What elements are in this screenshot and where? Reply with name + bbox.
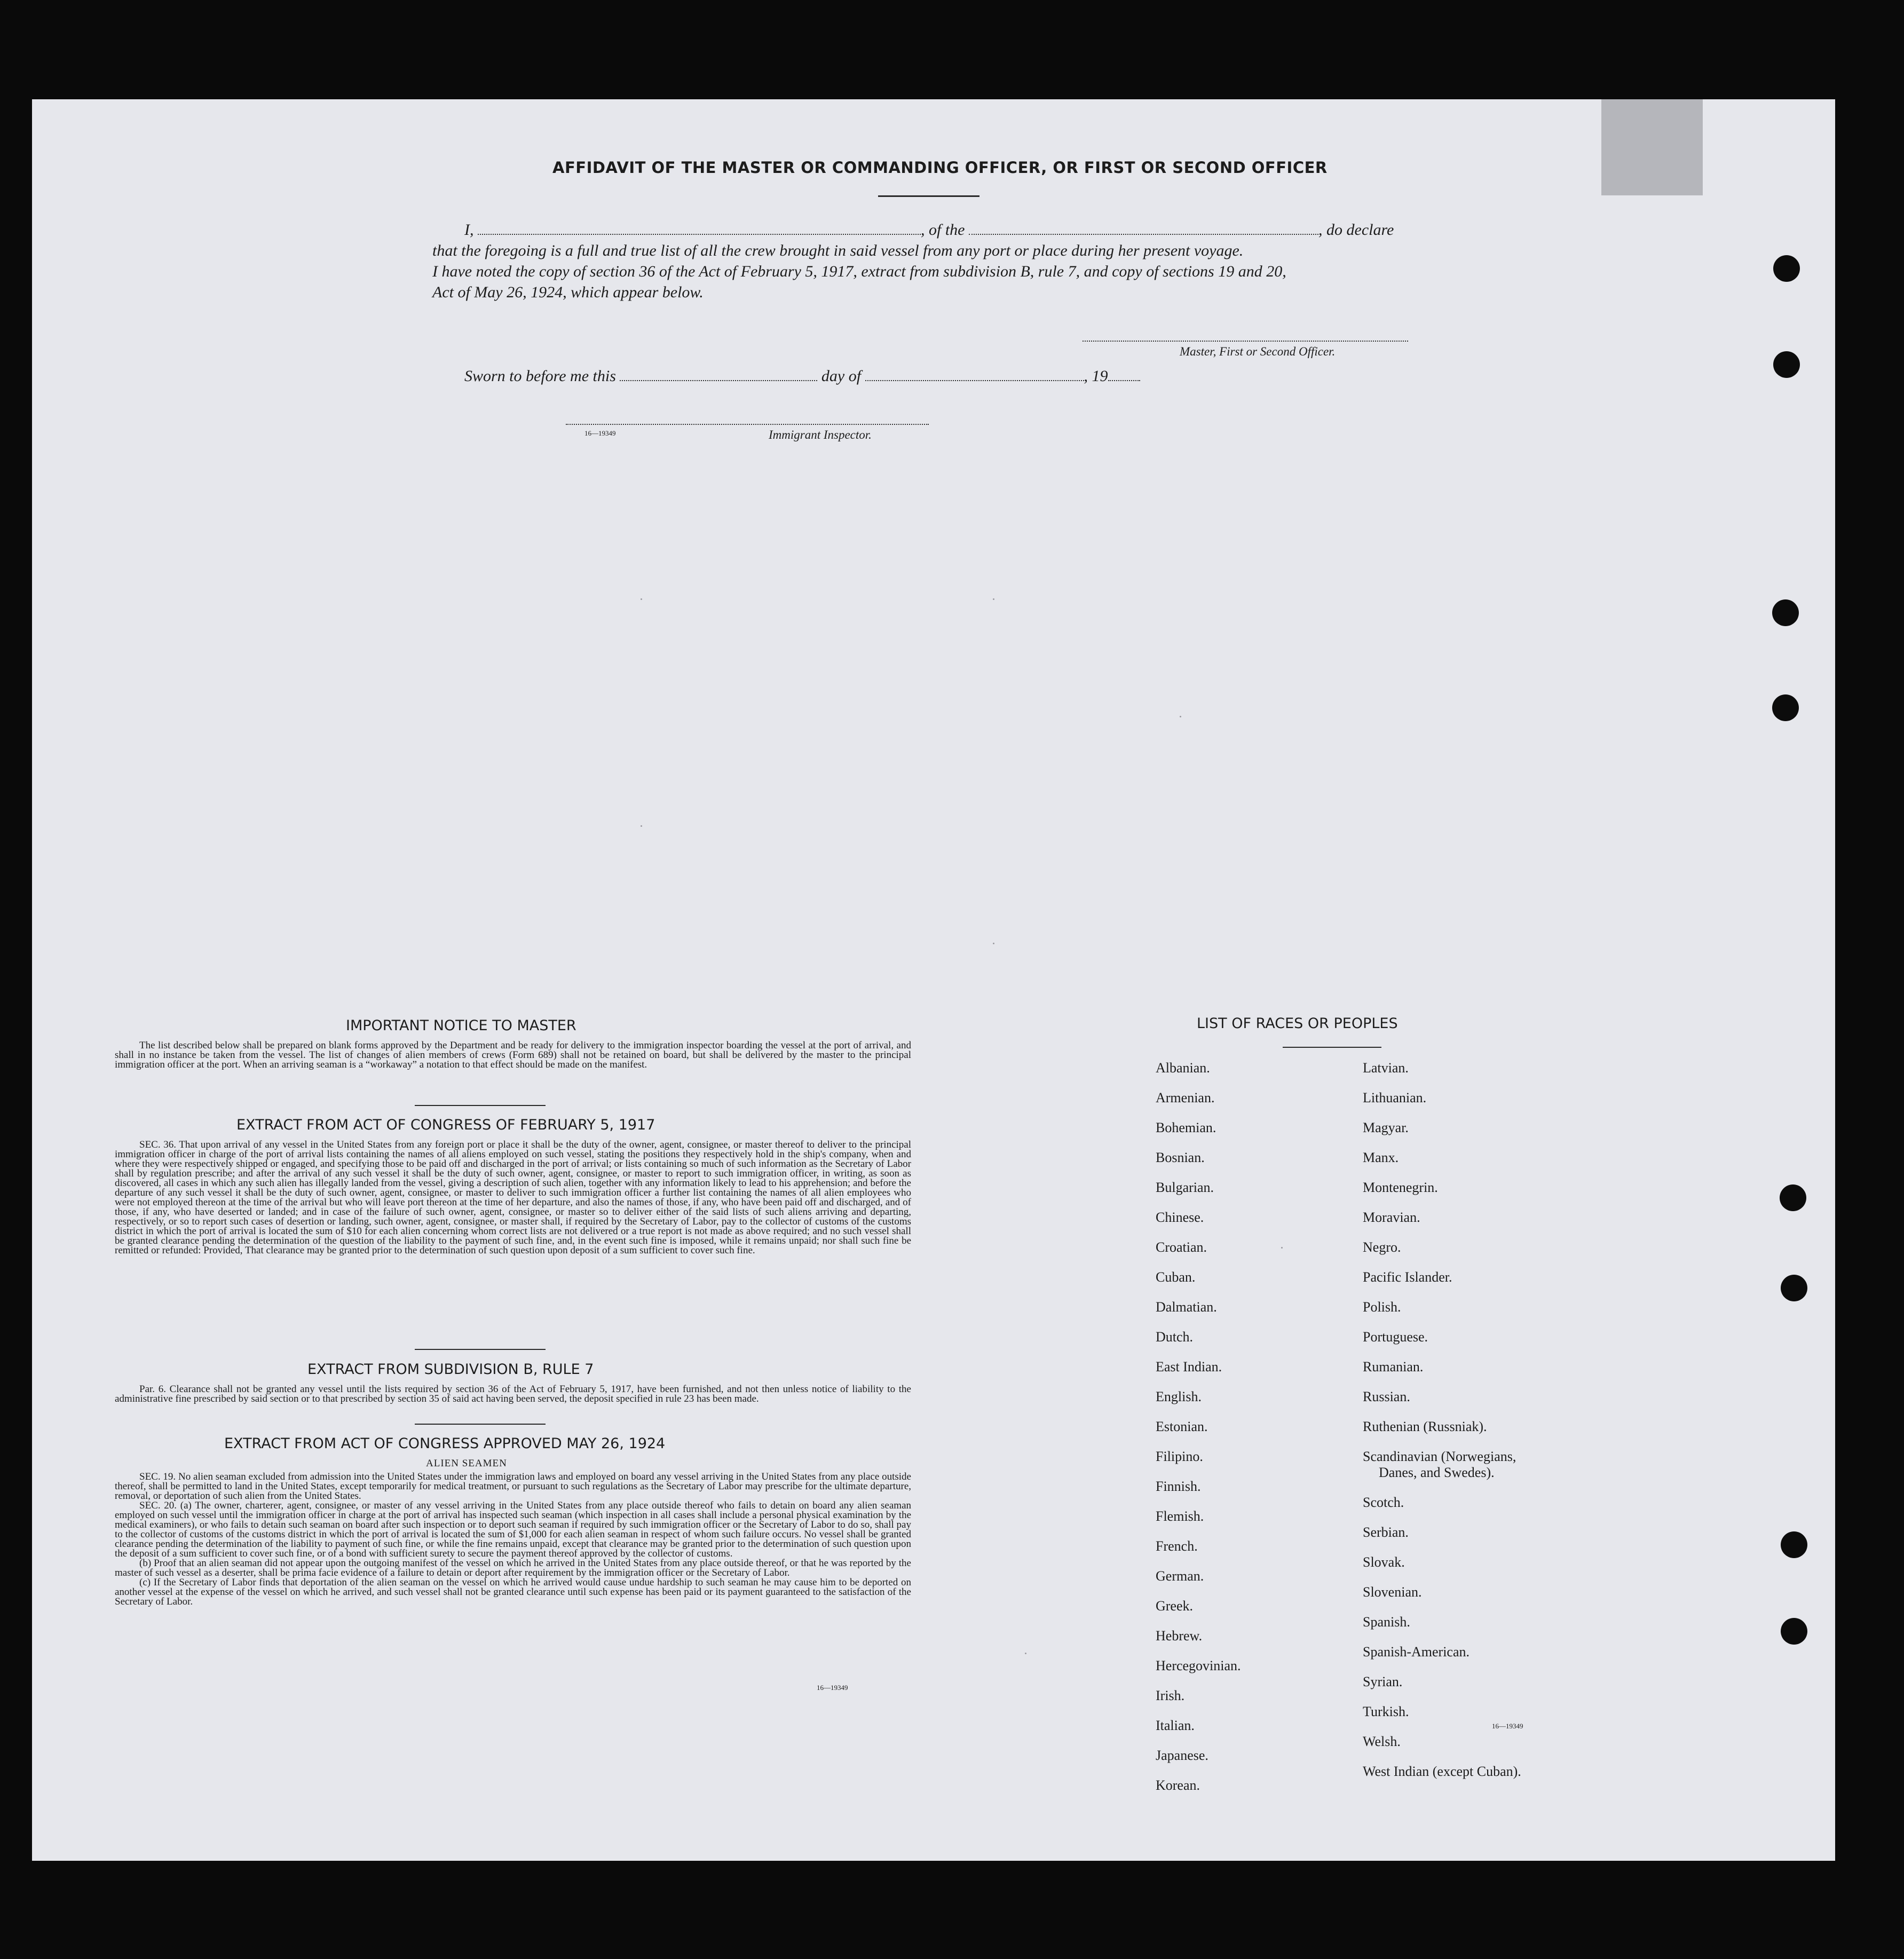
form-number-left: 16—19349	[817, 1684, 848, 1692]
affidavit-line-3: I have noted the copy of section 36 of the Act of February 5, 1917, extract from subdivision B, rule 7, and copy of sections 19 and 20,	[432, 263, 1286, 280]
extract-1917-title: EXTRACT FROM ACT OF CONGRESS OF FEBRUARY 5, 1917	[236, 1117, 655, 1133]
extract-1924-text	[115, 1472, 911, 1607]
race-item: Latvian.	[1363, 1060, 1409, 1076]
race-item: Dalmatian.	[1156, 1299, 1217, 1315]
race-item: Bulgarian.	[1156, 1180, 1214, 1195]
sec-20b-paragraph: (b) Proof that an alien seaman did not appear upon the outgoing manifest of the vessel on which he arrived in the United States from any place outside thereof, or that he was reported by the master of such vessel as a deserter, shall be prima facie evidence of a failure to detain or deport after requirement by the immigration officer or the Secretary of Labor.	[115, 1558, 911, 1578]
race-item: Ruthenian (Russniak).	[1363, 1419, 1487, 1434]
race-item: English.	[1156, 1389, 1202, 1404]
race-item: Hebrew.	[1156, 1628, 1203, 1644]
punch-hole	[1780, 1184, 1806, 1211]
race-item: Bosnian.	[1156, 1150, 1205, 1165]
punch-hole	[1781, 1531, 1807, 1558]
notice-title: IMPORTANT NOTICE TO MASTER	[346, 1017, 576, 1034]
race-item: Rumanian.	[1363, 1359, 1424, 1375]
race-item: Welsh.	[1363, 1734, 1401, 1749]
race-item: Slovenian.	[1363, 1584, 1422, 1600]
scan-speck	[641, 825, 642, 827]
sworn-line	[464, 367, 1140, 385]
inspector-label: Immigrant Inspector.	[769, 428, 872, 441]
race-item: Scotch.	[1363, 1495, 1404, 1510]
race-item: Negro.	[1363, 1239, 1401, 1255]
race-item: Armenian.	[1156, 1090, 1215, 1105]
race-item: Montenegrin.	[1363, 1180, 1438, 1195]
race-item: Greek.	[1156, 1598, 1194, 1614]
alien-seamen-subtitle: ALIEN SEAMEN	[426, 1458, 507, 1469]
race-item: Turkish.	[1363, 1704, 1409, 1719]
rule	[415, 1105, 546, 1106]
sworn-year-blank[interactable]	[1108, 380, 1140, 381]
race-item: Danes, and Swedes).	[1379, 1465, 1495, 1480]
race-item: French.	[1156, 1538, 1198, 1554]
affidavit-l1-start: I,	[464, 221, 474, 239]
extract-rule7-text	[115, 1385, 911, 1404]
extract-1924-title: EXTRACT FROM ACT OF CONGRESS APPROVED MAY 26, 1924	[224, 1435, 666, 1452]
rule	[415, 1424, 546, 1425]
race-item: Scandinavian (Norwegians,	[1363, 1449, 1516, 1464]
race-item: Pacific Islander.	[1363, 1269, 1452, 1285]
sworn-year-label: , 19	[1084, 367, 1108, 385]
rule	[1283, 1047, 1381, 1048]
affidavit-l1-mid: , of the	[921, 221, 965, 239]
scan-speck	[1025, 1653, 1026, 1654]
race-item: Filipino.	[1156, 1449, 1203, 1464]
punch-hole	[1773, 255, 1800, 282]
race-item: Syrian.	[1363, 1674, 1403, 1689]
scan-speck	[993, 598, 994, 600]
punch-hole	[1772, 694, 1799, 721]
affidavit-line-1	[464, 221, 1394, 239]
race-item: Magyar.	[1363, 1120, 1409, 1135]
scan-speck	[993, 943, 994, 944]
race-item: Flemish.	[1156, 1508, 1204, 1524]
rule	[415, 1349, 546, 1350]
vessel-blank[interactable]	[969, 233, 1318, 235]
notice-text	[115, 1041, 911, 1070]
notice-paragraph: The list described below shall be prepared on blank forms approved by the Department and be ready for delivery to the immigration inspector boarding the vessel at the port of arrival, and shall in no instance be taken from the vessel. The list of changes of alien members of crews (Form 689) shall not be retained on board, but shall be delivered by the master to the principal immigration officer at the port. When an arriving seaman is a “workaway” a notation to that effect should be made on the manifest.	[115, 1040, 911, 1070]
affidavit-title: AFFIDAVIT OF THE MASTER OR COMMANDING OFFICER, OR FIRST OR SECOND OFFICER	[552, 159, 1328, 177]
extract-rule7-title: EXTRACT FROM SUBDIVISION B, RULE 7	[307, 1361, 594, 1378]
sworn-start: Sworn to before me this	[464, 367, 616, 385]
race-item: Korean.	[1156, 1778, 1200, 1793]
affidavit-l1-end: , do declare	[1318, 221, 1394, 239]
race-item: Moravian.	[1363, 1210, 1420, 1225]
punch-hole	[1773, 351, 1800, 378]
race-item: Manx.	[1363, 1150, 1399, 1165]
extract-1917-text	[115, 1140, 911, 1255]
sec-20a-paragraph: SEC. 20. (a) The owner, charterer, agent, consignee, or master of any vessel arriving in the United States from any place outside thereof who fails to detain on board any alien seaman employed on such vessel until the immigration officer in charge at the port of arrival has inspected such seaman (which inspection in all cases shall include a personal physical examination by the medical examiners), or who fails to detain such seaman on board after such inspection or to deport such seaman if required by such immigration officer or the Secretary of Labor to do so, shall pay to the collector of customs of the customs district in which the port of arrival is located the sum of $1,000 for each alien seaman in respect of whom such failure occurs. No vessel shall be granted clearance pending the determination of the liability to payment of such fine, or while the fine remains unpaid, except that clearance may be granted prior to the determination of such question upon the deposit of a sum sufficient to cover such fine, or of a bond with sufficient surety to secure the payment thereof approved by the collector of customs.	[115, 1500, 911, 1559]
race-item: Russian.	[1363, 1389, 1410, 1404]
race-item: Estonian.	[1156, 1419, 1208, 1434]
race-item: Albanian.	[1156, 1060, 1210, 1076]
master-label: Master, First or Second Officer.	[1180, 345, 1336, 358]
race-item: West Indian (except Cuban).	[1363, 1764, 1521, 1779]
sworn-day-blank[interactable]	[620, 380, 817, 381]
punch-hole	[1772, 599, 1799, 626]
affidavit-line-4: Act of May 26, 1924, which appear below.	[432, 283, 704, 301]
scan-speck	[641, 598, 642, 600]
sec-20c-paragraph: (c) If the Secretary of Labor finds that deportation of the alien seaman on the vessel on which he arrived would cause undue hardship to such seaman he may cause him to be deported on another vessel at the expense of the vessel on which he arrived, and such vessel shall not be granted clearance until such expense has been paid or its payment guaranteed to the satisfaction of the Secretary of Labor.	[115, 1577, 911, 1607]
form-number-right: 16—19349	[1492, 1722, 1523, 1730]
race-item: Finnish.	[1156, 1479, 1201, 1494]
master-signature-line[interactable]	[1083, 341, 1408, 342]
affidavit-line-2: that the foregoing is a full and true list of all the crew brought in said vessel from any port or place during her present voyage.	[432, 242, 1244, 259]
race-item: Slovak.	[1363, 1554, 1405, 1570]
race-item: Italian.	[1156, 1718, 1195, 1733]
race-item: Japanese.	[1156, 1748, 1208, 1763]
race-item: Hercegovinian.	[1156, 1658, 1241, 1673]
sec-36-paragraph: SEC. 36. That upon arrival of any vessel in the United States from any foreign port or place it shall be the duty of the owner, agent, consignee, or master thereof to deliver to the principal immigration officer in charge of the port of arrival lists containing the names of all aliens employed on such vessel, stating the positions they respectively hold in the ship's company, when and where they were respectively shipped or engaged, and specifying those to be paid off and discharged in the port of arrival; or lists containing so much of such information as the Secretary of Labor shall by regulation prescribe; and after the arrival of any such vessel it shall be the duty of such owner, agent, consignee, or master to report to such immigration officer, in writing, as soon as discovered, all cases in which any such alien has illegally landed from the vessel, giving a description of such alien, together with any information likely to lead to his apprehension; and before the departure of any such vessel it shall be the duty of such owner, agent, consignee, or master to deliver to such immigration officer a further list containing the names of all alien employees who were not employed thereon at the time of the arrival but who will leave port thereon at the time of her departure, and also the names of those, if any, who have been paid off and discharged, and of those, if any, who have deserted or landed; and in case of the failure of such owner, agent, consignee, or master so to deliver either of the said lists of such aliens arriving and departing, respectively, or so to report such cases of desertion or landing, such owner, agent, consignee, or master shall, if required by the Secretary of Labor, pay to the collector of customs of the customs district in which the port of arrival is located the sum of $10 for each alien concerning whom correct lists are not delivered or a true report is not made as above required; and no such vessel shall be granted clearance pending the determination of the question of the liability to the payment of such fine, and, in the event such fine is imposed, while it remains unpaid; nor shall such fine be remitted or refunded: Provided, That clearance may be granted prior to the determination of such question upon deposit of a sum sufficient to cover such fine.	[115, 1139, 911, 1256]
race-item: German.	[1156, 1568, 1204, 1584]
par-6-paragraph: Par. 6. Clearance shall not be granted any vessel until the lists required by section 36 of the Act of February 5, 1917, have been furnished, and not then unless notice of liability to the administrative fine prescribed by said section or to that prescribed by section 35 of said act having been served, the deposit specified in rule 23 has been made.	[115, 1384, 911, 1404]
race-item: Serbian.	[1363, 1524, 1409, 1540]
scan-stain	[1601, 99, 1703, 195]
race-item: Polish.	[1363, 1299, 1401, 1315]
race-item: Croatian.	[1156, 1239, 1207, 1255]
scan-speck	[1180, 716, 1181, 717]
inspector-signature-line[interactable]	[566, 424, 929, 425]
race-item: Spanish.	[1363, 1614, 1410, 1630]
form-number-top: 16—19349	[584, 429, 616, 437]
race-item: Lithuanian.	[1363, 1090, 1427, 1105]
race-item: Irish.	[1156, 1688, 1185, 1703]
races-title: LIST OF RACES OR PEOPLES	[1197, 1015, 1398, 1032]
document-page	[32, 99, 1835, 1861]
race-item: Portuguese.	[1363, 1329, 1428, 1345]
sworn-day-label: day of	[821, 367, 862, 385]
race-item: East Indian.	[1156, 1359, 1222, 1375]
race-item: Cuban.	[1156, 1269, 1196, 1285]
race-item: Chinese.	[1156, 1210, 1204, 1225]
race-item: Dutch.	[1156, 1329, 1194, 1345]
sworn-month-blank[interactable]	[865, 380, 1084, 381]
race-item: Bohemian.	[1156, 1120, 1216, 1135]
name-blank[interactable]	[478, 233, 921, 235]
race-item: Spanish-American.	[1363, 1644, 1470, 1660]
sec-19-paragraph: SEC. 19. No alien seaman excluded from admission into the United States under the immigration laws and employed on board any vessel arriving in the United States from any place outside thereof, shall be permitted to land in the United States, except temporarily for medical treatment, or pursuant to such regulations as the Secretary of Labor may prescribe for the ultimate departure, removal, or deportation of such alien from the United States.	[115, 1471, 911, 1502]
punch-hole	[1781, 1618, 1807, 1645]
title-rule	[878, 195, 979, 197]
punch-hole	[1781, 1275, 1807, 1301]
